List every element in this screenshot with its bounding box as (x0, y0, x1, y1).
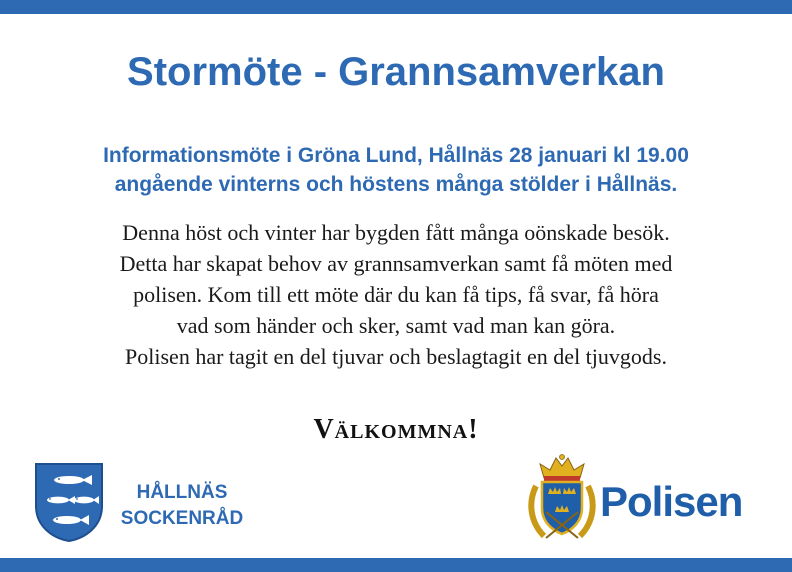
body-line: Denna höst och vinter har bygden fått många oönskade besök. (122, 220, 670, 245)
welcome-text: Välkommna! (313, 414, 479, 445)
body-line: Polisen har tagit en del tjuvar och beslagtagit en del tjuvgods. (125, 344, 667, 369)
bottom-border (0, 558, 792, 572)
sockenrad-line: SOCKENRÅD (120, 508, 244, 529)
meeting-info-line: Informationsmöte i Gröna Lund, Hållnäs 28 januari kl 19.00 (103, 144, 689, 167)
meeting-info (0, 141, 792, 199)
police-emblem-icon (526, 452, 598, 544)
body-line: Detta har skapat behov av grannsamverkan samt få möten med (119, 251, 673, 276)
top-border (0, 0, 792, 14)
sockenrad-line: HÅLLNÄS (136, 482, 228, 503)
body-paragraph (0, 217, 792, 372)
fish-crest-icon (34, 462, 104, 542)
body-line: vad som händer och sker, samt vad man kan göra. (176, 313, 616, 338)
polisen-brand: Polisen (600, 478, 743, 525)
sockenrad-label (112, 480, 252, 532)
meeting-info-line: angående vinterns och höstens många stölder i Hållnäs. (114, 173, 678, 196)
poster-title: Stormöte - Grannsamverkan (127, 50, 665, 94)
body-line: polisen. Kom till ett möte där du kan få tips, få svar, få höra (133, 282, 659, 307)
